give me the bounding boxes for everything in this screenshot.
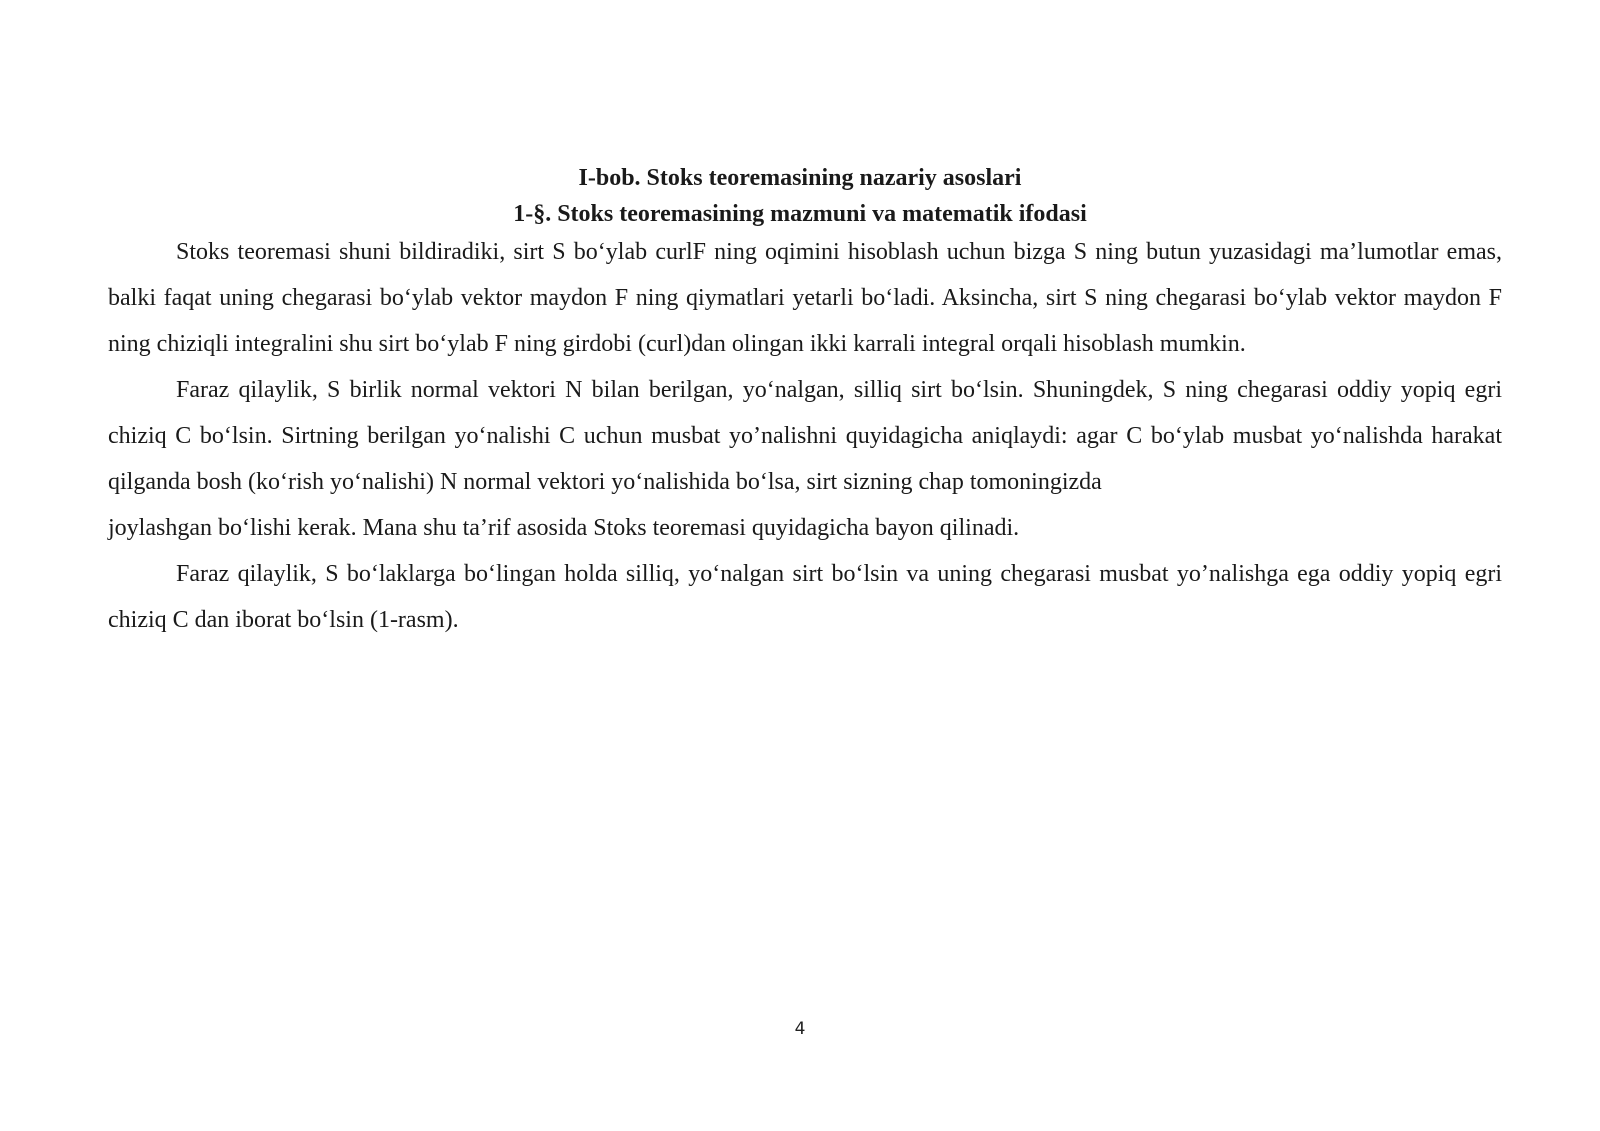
paragraph-2: Faraz qilaylik, S birlik normal vektori N bilan berilgan, yo‘nalgan, silliq sirt bo‘lsin. Shuningdek, S ning chegarasi oddiy yopiq egri chiziq C bo‘lsin. Sirtning berilgan yo‘nalishi C uchun musbat yo’nalishni quyidagicha aniqlaydi: agar C bo‘ylab musbat yo‘nalishda harakat qilganda bosh (ko‘rish yo‘nalishi) N normal vektori yo‘nalishida bo‘lsa, sirt sizning chap tomoningizda — [108, 377, 1502, 495]
paragraph-1: Stoks teoremasi shuni bildiradiki, sirt S bo‘ylab curlF ning oqimini hisoblash uchun bizga S ning butun yuzasidagi ma’lumotlar emas, balki faqat uning chegarasi bo‘ylab vektor maydon F ning qiymatlari yetarli bo‘ladi. Aksincha, sirt S ning chegarasi bo‘ylab vektor maydon F ning chiziqli integralini shu sirt bo‘ylab F ning girdobi (curl)dan olingan ikki karrali integral orqali hisoblash mumkin. — [108, 239, 1502, 357]
heading-block — [0, 160, 1600, 232]
section-title: 1-§. Stoks teoremasining mazmuni va matematik ifodasi — [513, 201, 1087, 227]
chapter-title: I-bob. Stoks teoremasining nazariy asoslari — [578, 165, 1022, 191]
body-text — [108, 229, 1502, 643]
paragraph-2-continuation: joylashgan bo‘lishi kerak. Mana shu ta’rif asosida Stoks teoremasi quyidagicha bayon qilinadi. — [108, 515, 1020, 541]
paragraph-3: Faraz qilaylik, S bo‘laklarga bo‘lingan holda silliq, yo‘nalgan sirt bo‘lsin va uning chegarasi musbat yo’nalishga ega oddiy yopiq egri chiziq C dan iborat bo‘lsin (1-rasm). — [108, 561, 1502, 633]
page-number: 4 — [794, 1019, 806, 1039]
